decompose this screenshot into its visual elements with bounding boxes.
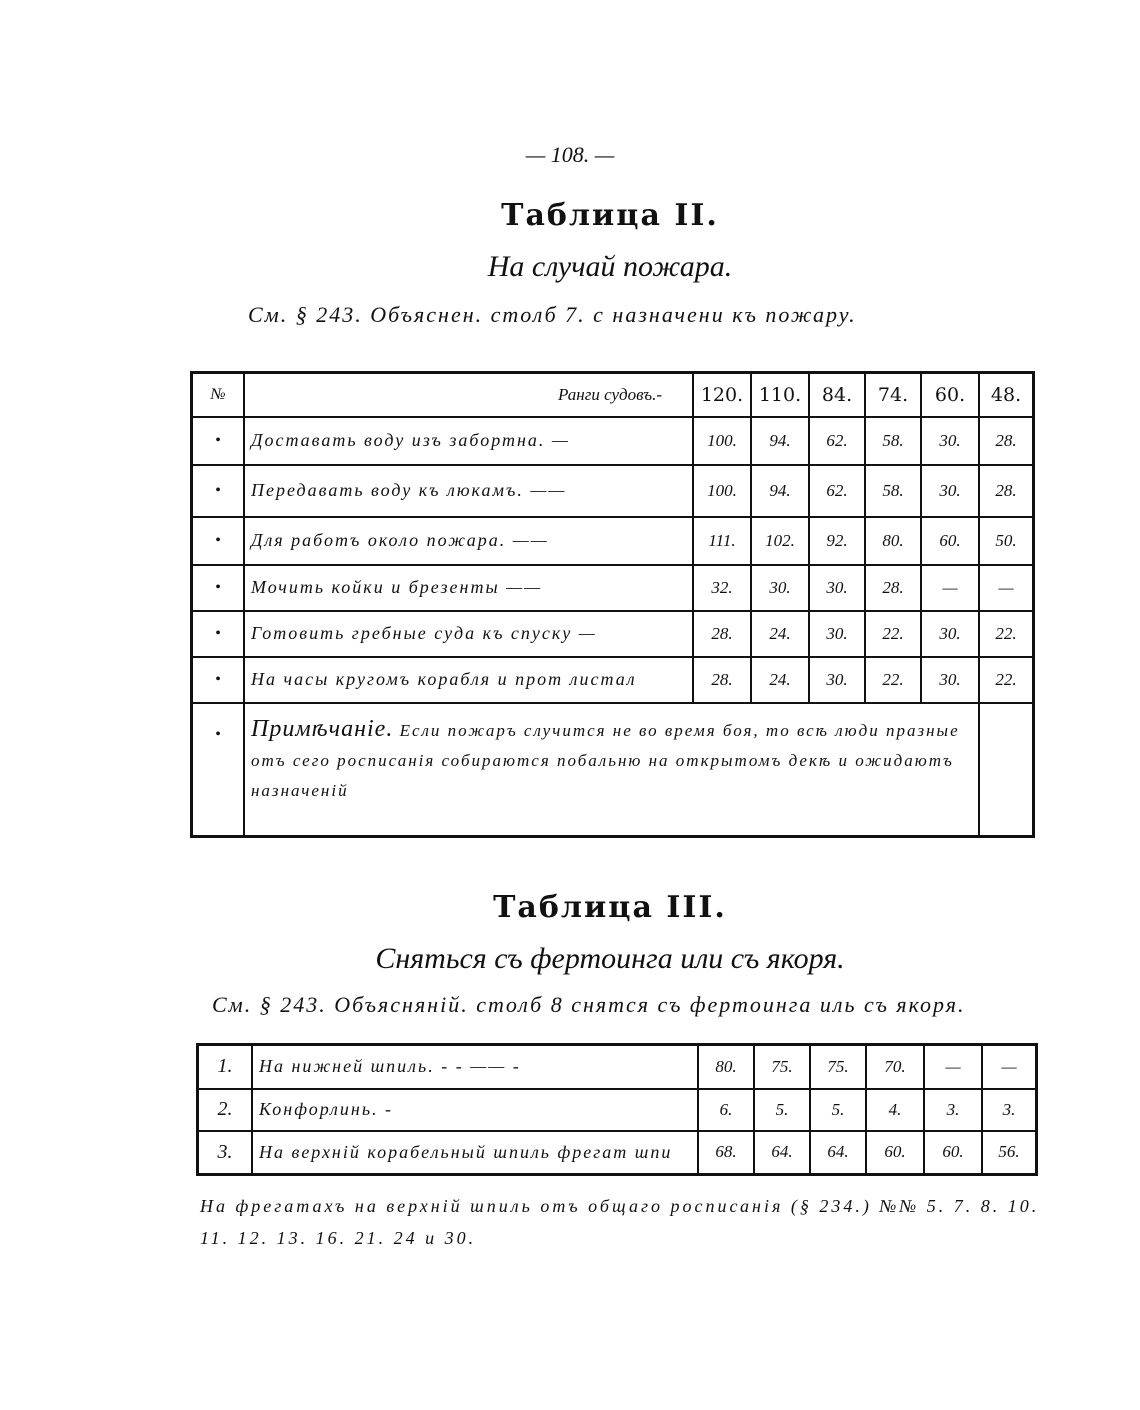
table3 — [196, 1043, 1038, 1176]
row-value: 28. — [865, 565, 921, 611]
row-value: 30. — [921, 611, 979, 657]
table2-header-no: № — [192, 373, 245, 417]
table-row — [192, 611, 1034, 657]
row-marker: • — [192, 517, 245, 565]
table2-title: Таблица II. — [501, 198, 719, 233]
row-value: — — [921, 565, 979, 611]
table2-header-col: 84. — [809, 373, 865, 417]
row-index: 3. — [198, 1131, 253, 1175]
row-value: 100. — [693, 417, 751, 465]
row-value: 70. — [866, 1045, 924, 1089]
row-label: Готовить гребные суда къ спуску — — [244, 611, 693, 657]
row-index: 1. — [198, 1045, 253, 1089]
row-value: 30. — [809, 611, 865, 657]
table2-header-ranks: Ранги судовъ.- — [244, 373, 693, 417]
row-value: 32. — [693, 565, 751, 611]
row-marker: • — [192, 565, 245, 611]
row-label: На часы кругомъ корабля и прот листал — [244, 657, 693, 703]
row-value: 5. — [754, 1089, 810, 1131]
table2-header-col: 110. — [751, 373, 809, 417]
row-value: 22. — [865, 657, 921, 703]
table-row — [192, 417, 1034, 465]
row-value: 80. — [698, 1045, 754, 1089]
table-row — [192, 657, 1034, 703]
table2-note — [244, 703, 979, 837]
table2-header-col: 60. — [921, 373, 979, 417]
row-value: — — [979, 565, 1034, 611]
table-row — [192, 517, 1034, 565]
row-value: 30. — [921, 417, 979, 465]
row-marker: • — [192, 611, 245, 657]
row-value: 100. — [693, 465, 751, 517]
page-number: — 108. — — [525, 142, 615, 167]
table2-reference: См. § 243. Объяснен. столб 7. с назначени къ пожару. — [248, 302, 857, 327]
row-value: 4. — [866, 1089, 924, 1131]
row-value: 68. — [698, 1131, 754, 1175]
row-value: 64. — [754, 1131, 810, 1175]
row-value: 58. — [865, 465, 921, 517]
row-label: На верхній корабельный шпиль фрегат шпи — [252, 1131, 698, 1175]
row-value: 30. — [751, 565, 809, 611]
table2-header-col: 74. — [865, 373, 921, 417]
row-value: 102. — [751, 517, 809, 565]
row-label: На нижней шпиль. - - —— - — [252, 1045, 698, 1089]
row-value: 28. — [979, 417, 1034, 465]
row-label: Для работъ около пожара. —— — [244, 517, 693, 565]
row-value: — — [924, 1045, 982, 1089]
row-value: 60. — [924, 1131, 982, 1175]
note-marker: • — [192, 703, 245, 837]
table2-header-row — [192, 373, 1034, 417]
row-value: 6. — [698, 1089, 754, 1131]
row-value: 94. — [751, 417, 809, 465]
row-label: Конфорлинь. - — [252, 1089, 698, 1131]
row-value: 75. — [810, 1045, 866, 1089]
row-value: 22. — [979, 611, 1034, 657]
row-value: 62. — [809, 465, 865, 517]
table-row — [192, 565, 1034, 611]
row-value: 30. — [921, 657, 979, 703]
footnote: На фрегатахъ на верхній шпиль отъ общаго росписанія (§ 234.) №№ 5. 7. 8. 10. 11. 12. 13. 16. 21. 24 и 30. — [200, 1196, 1040, 1248]
row-value: 58. — [865, 417, 921, 465]
row-marker: • — [192, 417, 245, 465]
note-text: Если пожаръ случится не во время боя, то всѣ люди празные отъ сего росписанія собираются побальню на открытомъ декѣ и ожидаютъ назначеній — [251, 720, 960, 800]
row-value: 3. — [982, 1089, 1037, 1131]
row-value: 30. — [809, 565, 865, 611]
table2-subtitle: На случай пожара. — [487, 250, 733, 283]
row-value: 24. — [751, 611, 809, 657]
row-value: 30. — [809, 657, 865, 703]
row-value: 80. — [865, 517, 921, 565]
row-value: 75. — [754, 1045, 810, 1089]
row-value: 30. — [921, 465, 979, 517]
table2-note-row — [192, 703, 1034, 837]
row-value: 60. — [866, 1131, 924, 1175]
row-value: — — [982, 1045, 1037, 1089]
note-title: Примѣчаніе. — [251, 715, 394, 742]
row-value: 64. — [810, 1131, 866, 1175]
row-value: 22. — [979, 657, 1034, 703]
row-value: 60. — [921, 517, 979, 565]
row-value: 5. — [810, 1089, 866, 1131]
row-value: 50. — [979, 517, 1034, 565]
table-row — [198, 1045, 1037, 1089]
row-value: 62. — [809, 417, 865, 465]
row-value: 24. — [751, 657, 809, 703]
row-value: 92. — [809, 517, 865, 565]
row-marker: • — [192, 657, 245, 703]
row-value: 3. — [924, 1089, 982, 1131]
table3-title: Таблица III. — [493, 890, 727, 925]
table-row — [198, 1131, 1037, 1175]
table2 — [190, 371, 1035, 838]
table-row — [192, 465, 1034, 517]
note-empty-cell — [979, 703, 1034, 837]
row-value: 28. — [693, 657, 751, 703]
row-value: 94. — [751, 465, 809, 517]
row-label: Передавать воду къ люкамъ. —— — [244, 465, 693, 517]
table3-subtitle: Сняться съ фертоинга или съ якоря. — [375, 942, 845, 975]
table2-header-col: 120. — [693, 373, 751, 417]
row-value: 56. — [982, 1131, 1037, 1175]
row-value: 111. — [693, 517, 751, 565]
row-value: 22. — [865, 611, 921, 657]
table3-reference: См. § 243. Объясняній. столб 8 снятся съ фертоинга иль съ якоря. — [212, 992, 966, 1017]
row-label: Мочить койки и брезенты —— — [244, 565, 693, 611]
row-value: 28. — [979, 465, 1034, 517]
row-label: Доставать воду изъ забортна. — — [244, 417, 693, 465]
row-index: 2. — [198, 1089, 253, 1131]
row-marker: • — [192, 465, 245, 517]
table-row — [198, 1089, 1037, 1131]
row-value: 28. — [693, 611, 751, 657]
table2-header-col: 48. — [979, 373, 1034, 417]
